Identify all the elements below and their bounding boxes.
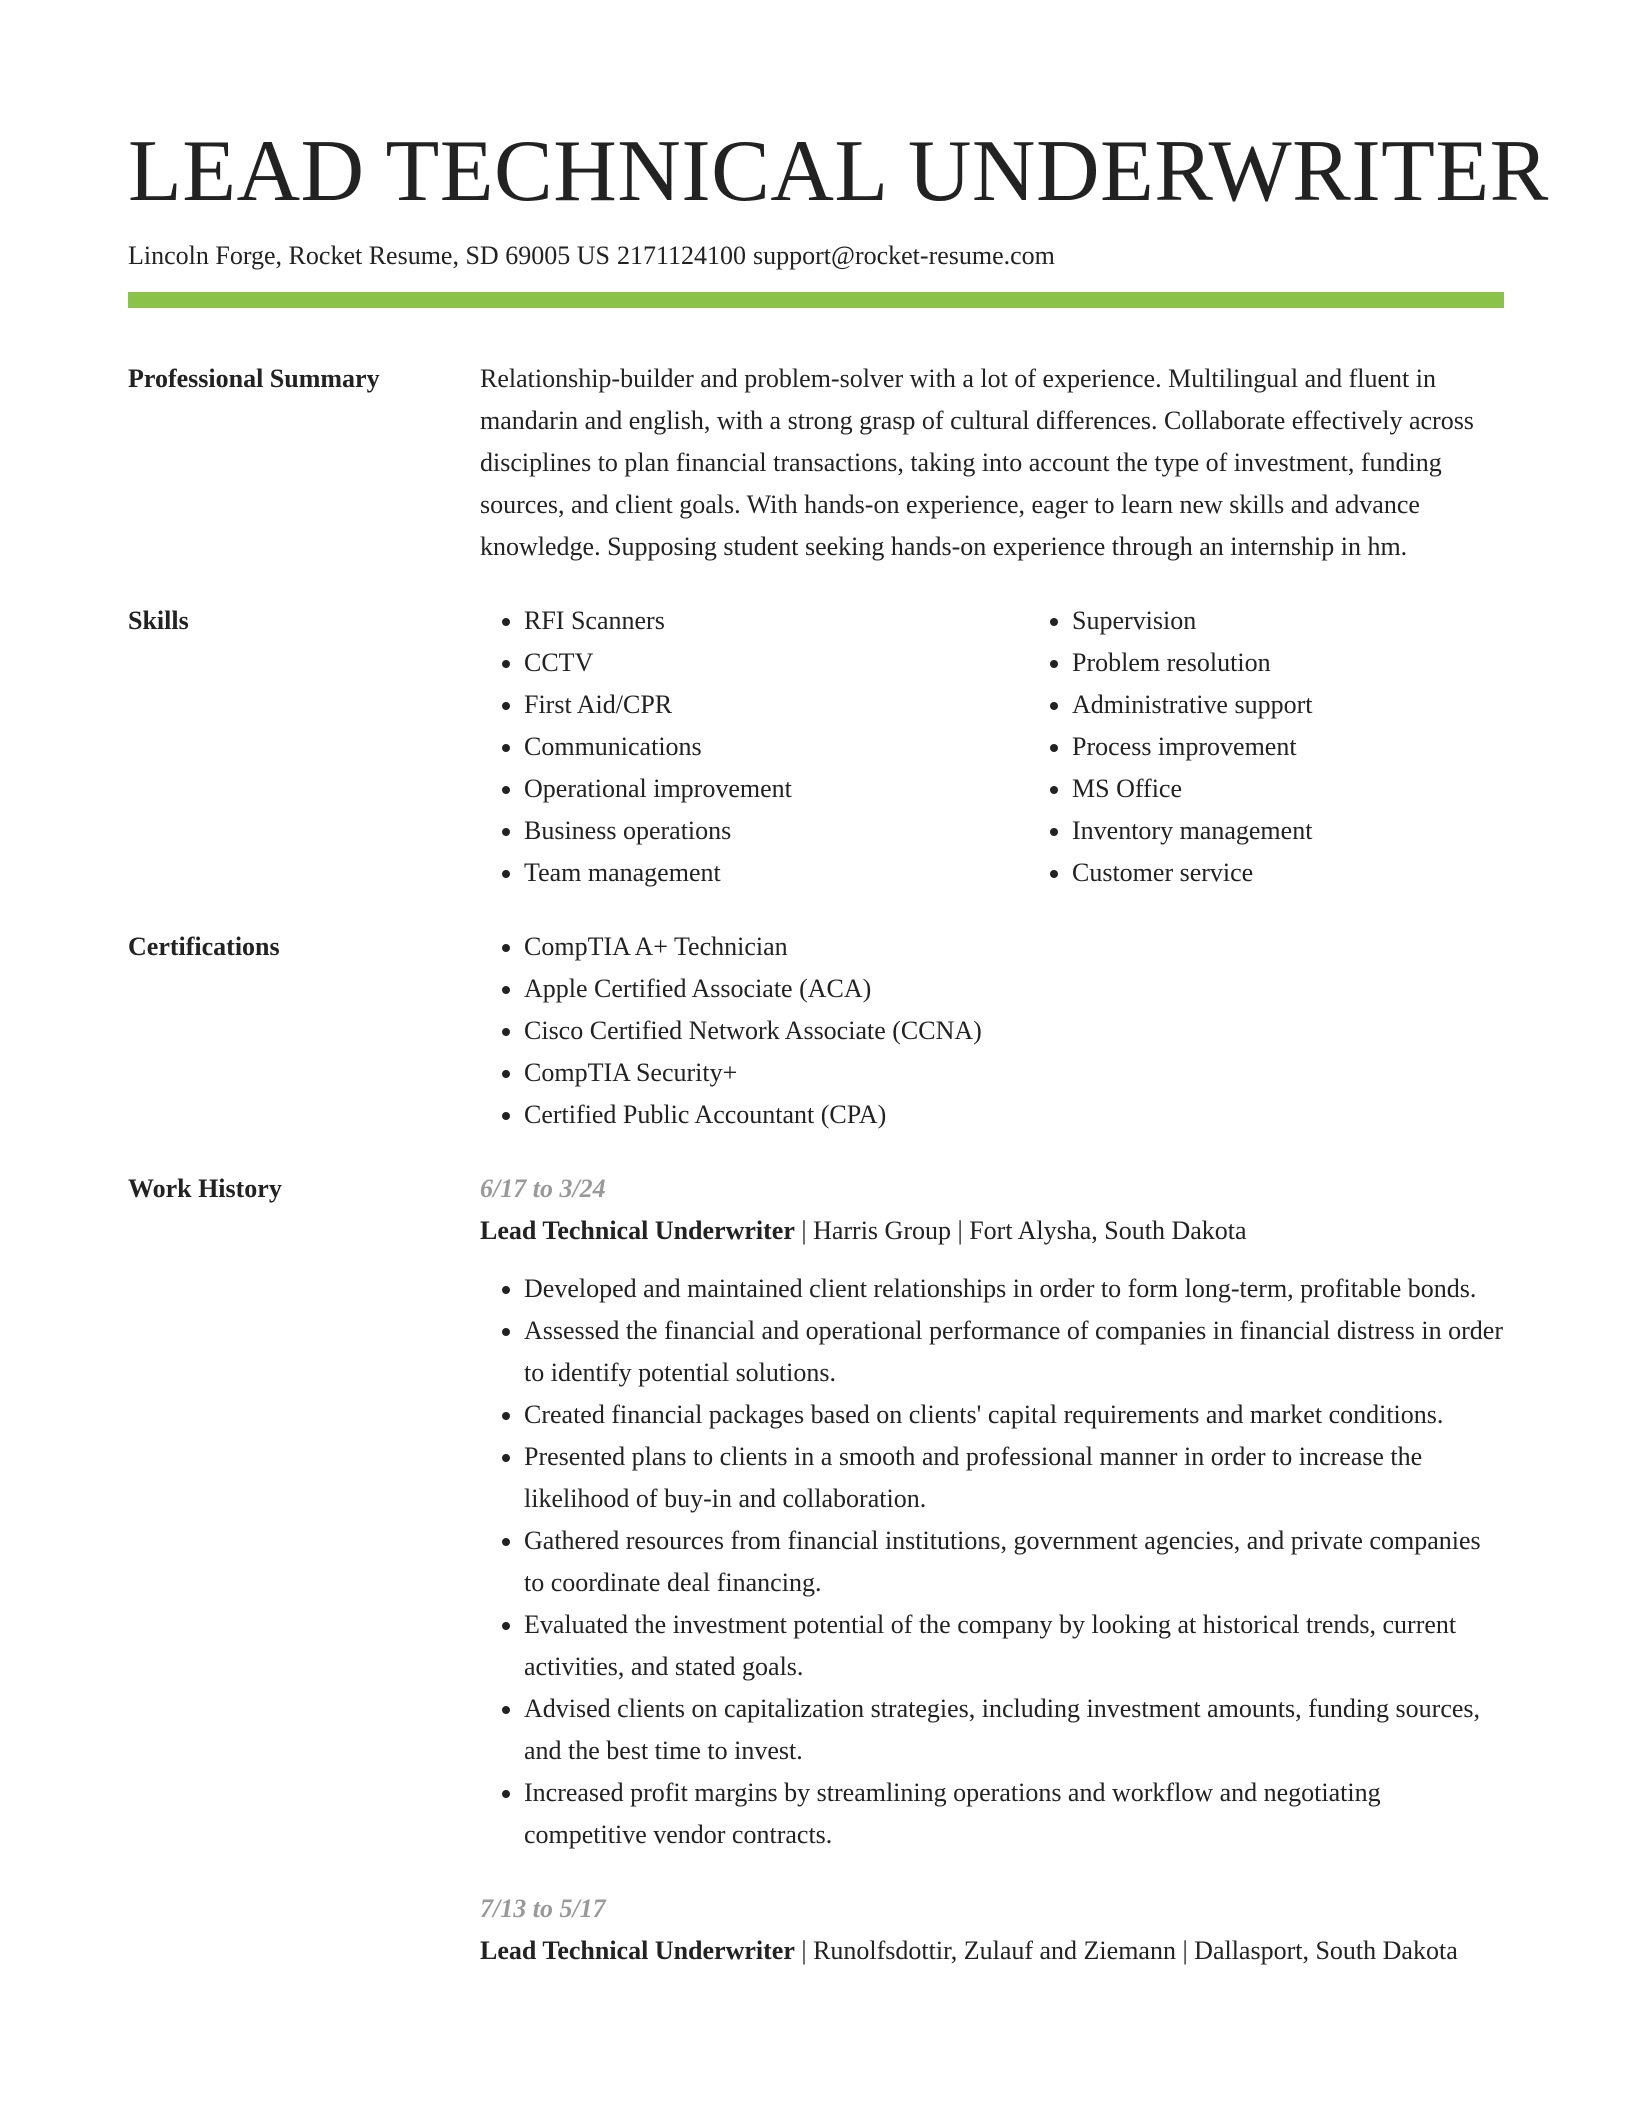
section-label-work-history: Work History: [128, 1174, 282, 1203]
summary-text: Relationship-builder and problem-solver with a lot of experience. Multilingual and fluent in mandarin and english, with a strong grasp of cultural differences. Collaborate effectively across disciplines to plan financial transactions, taking into account the type of investment, funding sources, and client goals. With hands-on experience, eager to learn new skills and advance knowledge. Supposing student seeking hands-on experience through an internship in hm.: [480, 364, 1474, 561]
contact-phone: 2171124100: [616, 241, 746, 270]
work-history-body: [480, 1168, 1504, 1988]
certification-item: • Cisco Certified Network Associate (CCNA): [524, 1010, 1504, 1052]
skill-item: • MS Office: [1072, 768, 1576, 810]
resume-name: LEAD TECHNICAL UNDERWRITER: [128, 123, 1549, 220]
job-entry: [480, 1168, 1504, 1856]
job-bullet: • Developed and maintained client relationships in order to form long-term, profitable bonds.: [524, 1268, 1504, 1310]
contact-line: [128, 238, 1504, 274]
work-history-section: [128, 1168, 1504, 1988]
skill-item: • Customer service: [1072, 852, 1576, 894]
contact-address: Lincoln Forge, Rocket Resume, SD 69005 US: [128, 241, 610, 270]
skill-item: • Problem resolution: [1072, 642, 1576, 684]
job-bullet: • Presented plans to clients in a smooth and professional manner in order to increase the likelihood of buy-in and collaboration.: [524, 1436, 1504, 1520]
header-divider: [128, 292, 1504, 308]
certification-item: • Apple Certified Associate (ACA): [524, 968, 1504, 1010]
certifications-section: [128, 926, 1504, 1136]
contact-email: support@rocket-resume.com: [753, 241, 1055, 270]
section-label-summary: Professional Summary: [128, 364, 380, 393]
skill-item: • Business operations: [524, 810, 1028, 852]
certifications-list: [480, 926, 1504, 1136]
certification-item: • CompTIA A+ Technician: [524, 926, 1504, 968]
section-label-skills: Skills: [128, 606, 189, 635]
skill-item: • Operational improvement: [524, 768, 1028, 810]
certifications-body: [480, 926, 1504, 1136]
skill-item: • RFI Scanners: [524, 600, 1028, 642]
job-bullet: • Gathered resources from financial institutions, government agencies, and private companies to coordinate deal financing.: [524, 1520, 1504, 1604]
job-details: | Harris Group | Fort Alysha, South Dakota: [801, 1216, 1247, 1245]
job-bullet: • Evaluated the investment potential of the company by looking at historical trends, current activities, and stated goals.: [524, 1604, 1504, 1688]
job-title-line: [480, 1930, 1504, 1972]
job-bullet: • Created financial packages based on clients' capital requirements and market conditions.: [524, 1394, 1504, 1436]
job-dates: 6/17 to 3/24: [480, 1174, 606, 1203]
resume-page: [128, 118, 1549, 1988]
job-bullet: • Increased profit margins by streamlining operations and workflow and negotiating competitive vendor contracts.: [524, 1772, 1504, 1856]
certification-item: • CompTIA Security+: [524, 1052, 1504, 1094]
job-dates: 7/13 to 5/17: [480, 1894, 606, 1923]
skill-item: • Communications: [524, 726, 1028, 768]
skills-list-right: [1028, 600, 1576, 894]
section-label-certifications: Certifications: [128, 932, 280, 961]
skill-item: • First Aid/CPR: [524, 684, 1028, 726]
skill-item: • CCTV: [524, 642, 1028, 684]
job-title-line: [480, 1210, 1504, 1252]
job-bullet: • Advised clients on capitalization strategies, including investment amounts, funding sources, and the best time to invest.: [524, 1688, 1504, 1772]
summary-section: [128, 358, 1504, 568]
certification-item: • Certified Public Accountant (CPA): [524, 1094, 1504, 1136]
job-bullets: [480, 1268, 1504, 1856]
job-title: Lead Technical Underwriter: [480, 1936, 795, 1965]
job-entry: [480, 1888, 1504, 1972]
job-details: | Runolfsdottir, Zulauf and Ziemann | Dallasport, South Dakota: [801, 1936, 1458, 1965]
skills-columns: [480, 600, 1576, 894]
skills-list-left: [480, 600, 1028, 894]
skill-item: • Inventory management: [1072, 810, 1576, 852]
skill-item: • Administrative support: [1072, 684, 1576, 726]
job-bullet: • Assessed the financial and operational performance of companies in financial distress in order to identify potential solutions.: [524, 1310, 1504, 1394]
skills-section: [128, 600, 1504, 894]
job-title: Lead Technical Underwriter: [480, 1216, 795, 1245]
skill-item: • Supervision: [1072, 600, 1576, 642]
skill-item: • Team management: [524, 852, 1028, 894]
skill-item: • Process improvement: [1072, 726, 1576, 768]
